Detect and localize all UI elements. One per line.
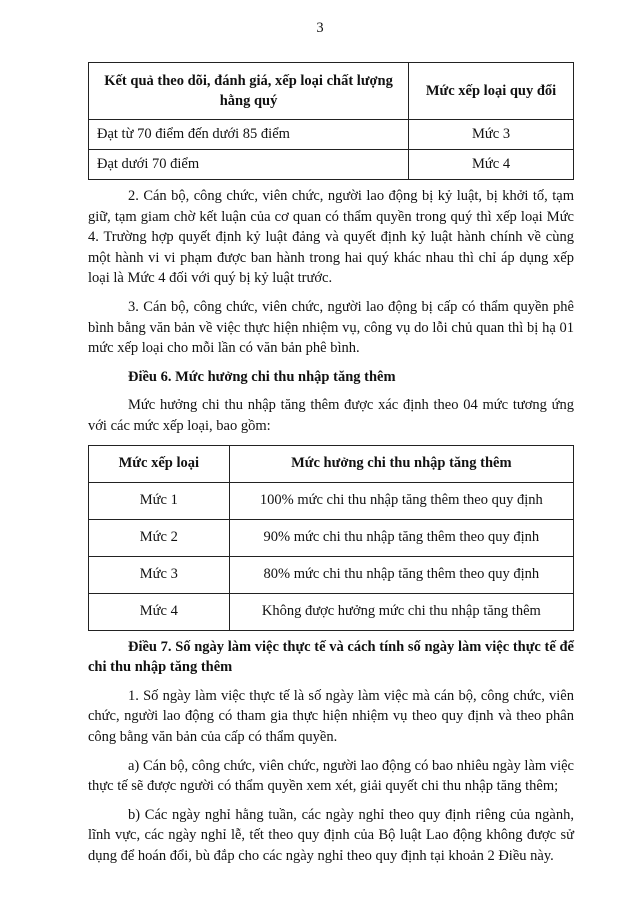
article-6-heading: Điều 6. Mức hưởng chi thu nhập tăng thêm bbox=[128, 368, 396, 385]
table-row bbox=[89, 120, 574, 150]
table-header-cell: Kết quả theo dõi, đánh giá, xếp loại chất lượng hằng quý bbox=[89, 63, 409, 120]
table-cell: 80% mức chi thu nhập tăng thêm theo quy định bbox=[229, 556, 573, 593]
table-cell: Không được hưởng mức chi thu nhập tăng thêm bbox=[229, 593, 573, 630]
article-7-point-b: b) Các ngày nghỉ hằng tuần, các ngày nghỉ theo quy định riêng của ngành, lĩnh vực, các ngày nghỉ lễ, tết theo quy định của Bộ luật Lao động không được sử dụng để hoán đổi, bù đắp cho các ngày nghỉ theo quy định tại khoản 2 Điều này. bbox=[88, 806, 574, 864]
article-7-point-a: a) Cán bộ, công chức, viên chức, người lao động có bao nhiêu ngày làm việc thực tế sẽ được người có thẩm quyền xem xét, giải quyết chi thu nhập tăng thêm; bbox=[88, 757, 574, 795]
table-cell: Mức 1 bbox=[89, 482, 230, 519]
table-header-cell: Mức hưởng chi thu nhập tăng thêm bbox=[229, 445, 573, 482]
table-cell: Mức 4 bbox=[409, 150, 574, 180]
table-row bbox=[89, 519, 574, 556]
document-body bbox=[88, 62, 574, 866]
table-cell: Mức 3 bbox=[89, 556, 230, 593]
table-cell: Đạt từ 70 điểm đến dưới 85 điểm bbox=[89, 120, 409, 150]
table-row bbox=[89, 150, 574, 180]
article-6-intro: Mức hưởng chi thu nhập tăng thêm được xác định theo 04 mức tương ứng với các mức xếp loại, bao gồm: bbox=[88, 397, 574, 434]
table-cell: Mức 3 bbox=[409, 120, 574, 150]
table-row bbox=[89, 482, 574, 519]
table-row bbox=[89, 593, 574, 630]
article-7-heading: Điều 7. Số ngày làm việc thực tế và cách tính số ngày làm việc thực tế để chi thu nhập tăng thêm bbox=[88, 638, 574, 676]
table-cell: Mức 2 bbox=[89, 519, 230, 556]
table-cell: Đạt dưới 70 điểm bbox=[89, 150, 409, 180]
clause-3-paragraph: 3. Cán bộ, công chức, viên chức, người lao động bị cấp có thẩm quyền phê bình bằng văn bản về việc thực hiện nhiệm vụ, công vụ do lỗi chủ quan thì bị hạ 01 mức xếp loại cho mỗi lần có văn bản phê bình. bbox=[88, 298, 574, 357]
article-7-clause-1: 1. Số ngày làm việc thực tế là số ngày làm việc mà cán bộ, công chức, viên chức, người lao động có tham gia thực hiện nhiệm vụ theo quy định và theo phân công bằng văn bản của cấp có thẩm quyền. bbox=[88, 687, 574, 745]
income-level-table bbox=[88, 445, 574, 631]
table-header-row bbox=[89, 63, 574, 120]
classification-conversion-table bbox=[88, 62, 574, 180]
table-header-cell: Mức xếp loại bbox=[89, 445, 230, 482]
page-number: 3 bbox=[316, 20, 324, 36]
table-header-row bbox=[89, 445, 574, 482]
table-cell: 100% mức chi thu nhập tăng thêm theo quy định bbox=[229, 482, 573, 519]
table-cell: 90% mức chi thu nhập tăng thêm theo quy định bbox=[229, 519, 573, 556]
clause-2-paragraph: 2. Cán bộ, công chức, viên chức, người lao động bị kỷ luật, bị khởi tố, tạm giữ, tạm giam chờ kết luận của cơ quan có thẩm quyền trong quý thì xếp loại Mức 4. Trường hợp quyết định kỷ luật đảng và quyết định kỷ luật hành chính về cùng một hành vi vi phạm được ban hành trong hai quý khác nhau thì chỉ áp dụng xếp loại là Mức 4 đối với quý bị kỷ luật trước. bbox=[88, 188, 574, 287]
table-header-cell: Mức xếp loại quy đổi bbox=[409, 63, 574, 120]
table-row bbox=[89, 556, 574, 593]
table-cell: Mức 4 bbox=[89, 593, 230, 630]
